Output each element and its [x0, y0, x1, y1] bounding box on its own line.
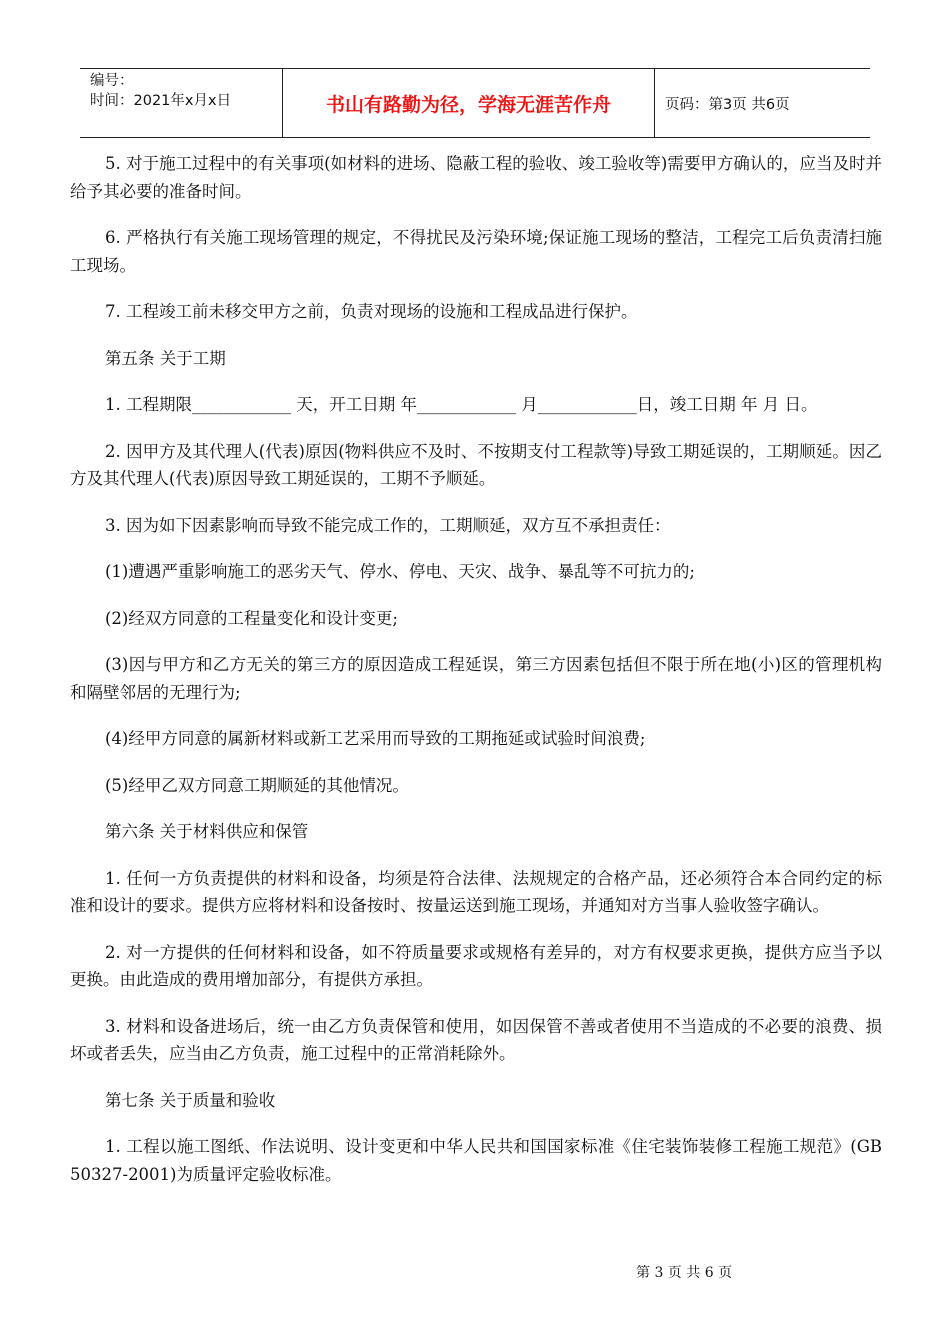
header-meta-cell	[80, 69, 283, 137]
document-date-label: 时间：2021年x月x日	[90, 93, 232, 109]
paragraph: 1. 任何一方负责提供的材料和设备，均须是符合法律、法规规定的合格产品，还必须符合本合同约定的标准和设计的要求。提供方应将材料和设备按时、按量运送到施工现场，并通知对方当事人验收签字确认。	[70, 868, 882, 915]
list-item: (1)遭遇严重影响施工的恶劣天气、停水、停电、天灾、战争、暴乱等不可抗力的;	[105, 562, 695, 581]
paragraph: 2. 对一方提供的任何材料和设备，如不符质量要求或规格有差异的，对方有权要求更换，提供方应当予以更换。由此造成的费用增加部分，有提供方承担。	[70, 942, 882, 989]
page-header	[80, 68, 870, 138]
header-page-info: 页码：第3页 共6页	[665, 96, 790, 113]
section-heading: 第六条 关于材料供应和保管	[105, 822, 309, 841]
paragraph: 7. 工程竣工前未移交甲方之前，负责对现场的设施和工程成品进行保护。	[105, 302, 638, 321]
section-heading: 第五条 关于工期	[105, 348, 226, 368]
paragraph: 3. 材料和设备进场后，统一由乙方负责保管和使用，如因保管不善或者使用不当造成的不必要的浪费、损坏或者丢失，应当由乙方负责，施工过程中的正常消耗除外。	[70, 1016, 882, 1063]
paragraph: 1. 工程期限____________ 天，开工日期 年____________ 月____________日，竣工日期 年 月 日。	[105, 395, 818, 414]
list-item: (5)经甲乙双方同意工期顺延的其他情况。	[105, 775, 409, 795]
document-number-label: 编号：	[90, 73, 134, 89]
paragraph: 3. 因为如下因素影响而导致不能完成工作的，工期顺延，双方互不承担责任：	[105, 515, 671, 535]
paragraph: 2. 因甲方及其代理人(代表)原因(物料供应不及时、不按期支付工程款等)导致工期延误的，工期顺延。因乙方及其代理人(代表)原因导致工期延误的，工期不予顺延。	[70, 441, 882, 488]
list-item: (2)经双方同意的工程量变化和设计变更;	[105, 608, 398, 628]
paragraph: 1. 工程以施工图纸、作法说明、设计变更和中华人民共和国国家标准《住宅装饰装修工程施工规范》(GB 50327-2001)为质量评定验收标准。	[70, 1137, 882, 1184]
page-footer: 第 3 页 共 6 页	[636, 1265, 733, 1281]
section-heading: 第七条 关于质量和验收	[105, 1090, 276, 1110]
document-body	[70, 150, 882, 1207]
list-item: (3)因与甲方和乙方无关的第三方的原因造成工程延误，第三方因素包括但不限于所在地(小)区的管理机构和隔壁邻居的无理行为;	[70, 655, 882, 702]
paragraph: 5. 对于施工过程中的有关事项(如材料的进场、隐蔽工程的验收、竣工验收等)需要甲方确认的，应当及时并给予其必要的准备时间。	[70, 154, 882, 201]
header-motto: 书山有路勤为径，学海无涯苦作舟	[283, 69, 655, 137]
paragraph: 6. 严格执行有关施工现场管理的规定，不得扰民及污染环境;保证施工现场的整洁，工程完工后负责清扫施工现场。	[70, 228, 882, 275]
list-item: (4)经甲方同意的属新材料或新工艺采用而导致的工期拖延或试验时间浪费;	[105, 729, 646, 748]
